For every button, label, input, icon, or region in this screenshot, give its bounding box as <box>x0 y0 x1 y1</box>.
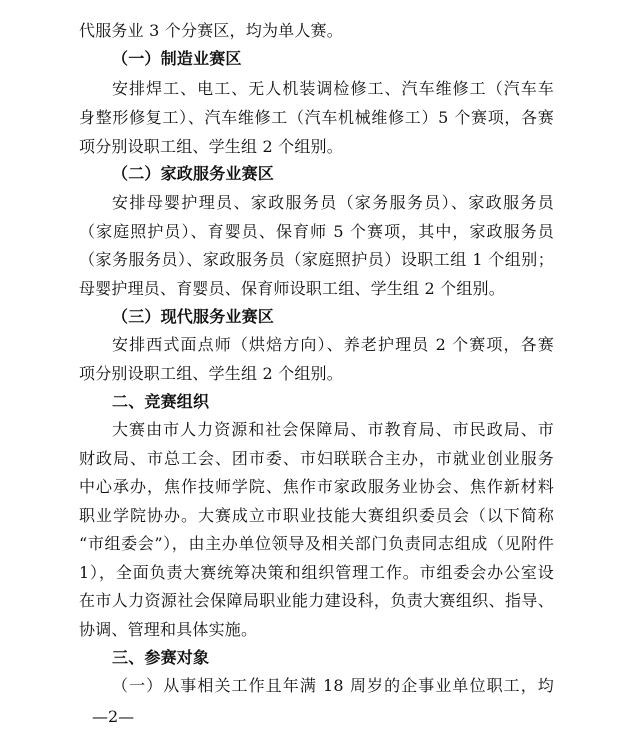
body-text-line: 安排母婴护理员、家政服务员（家务服务员）、家政服务员 <box>112 193 554 212</box>
body-text-line: （一）从事相关工作且年满 18 周岁的企事业单位职工，均 <box>112 676 554 695</box>
body-text-line: 母婴护理员、育婴员、保育师设职工组、学生组 2 个组别。 <box>79 279 505 298</box>
body-text-line: 1），全面负责大赛统筹决策和组织管理工作。市组委会办公室设 <box>79 563 554 582</box>
body-text-line: 在市人力资源社会保障局职业能力建设科，负责大赛组织、指导、 <box>79 591 554 610</box>
body-text-line: “市组委会”），由主办单位领导及相关部门负责同志组成（见附件 <box>79 534 554 553</box>
body-text-line: 安排西式面点师（烘焙方向）、养老护理员 2 个赛项，各赛 <box>112 335 554 354</box>
body-text-line: 项分别设职工组、学生组 2 个组别。 <box>79 364 343 383</box>
body-text-line: 代服务业 3 个分赛区，均为单人赛。 <box>79 21 343 40</box>
body-text-line: 大赛由市人力资源和社会保障局、市教育局、市民政局、市 <box>112 420 554 439</box>
body-text-line: 身整形修复工）、汽车维修工（汽车机械维修工）5 个赛项，各赛 <box>79 108 554 127</box>
section-heading-modern-services: （三）现代服务业赛区 <box>112 307 275 326</box>
body-text-line: （家务服务员）、家政服务员（家庭照护员）设职工组 1 个组别； <box>79 250 554 269</box>
body-text-line: 项分别设职工组、学生组 2 个组别。 <box>79 137 343 156</box>
body-text-line: 财政局、市总工会、团市委、市妇联联合主办，市就业创业服务 <box>79 449 554 468</box>
body-text-line: 中心承办，焦作技师学院、焦作市家政服务业协会、焦作新材料 <box>79 477 554 496</box>
body-text-line: 职业学院协办。大赛成立市职业技能大赛组织委员会（以下简称 <box>79 506 554 525</box>
section-heading-housekeeping: （二）家政服务业赛区 <box>112 164 275 183</box>
body-text-line: 安排焊工、电工、无人机装调检修工、汽车维修工（汽车车 <box>112 79 554 98</box>
section-heading-participants: 三、参赛对象 <box>112 648 210 667</box>
section-heading-organization: 二、竞赛组织 <box>112 392 210 411</box>
section-heading-manufacturing: （一）制造业赛区 <box>112 49 242 68</box>
body-text-line: 协调、管理和具体实施。 <box>79 620 258 639</box>
body-text-line: （家庭照护员）、育婴员、保育师 5 个赛项，其中，家政服务员 <box>79 222 554 241</box>
page-number: —2— <box>92 707 135 726</box>
